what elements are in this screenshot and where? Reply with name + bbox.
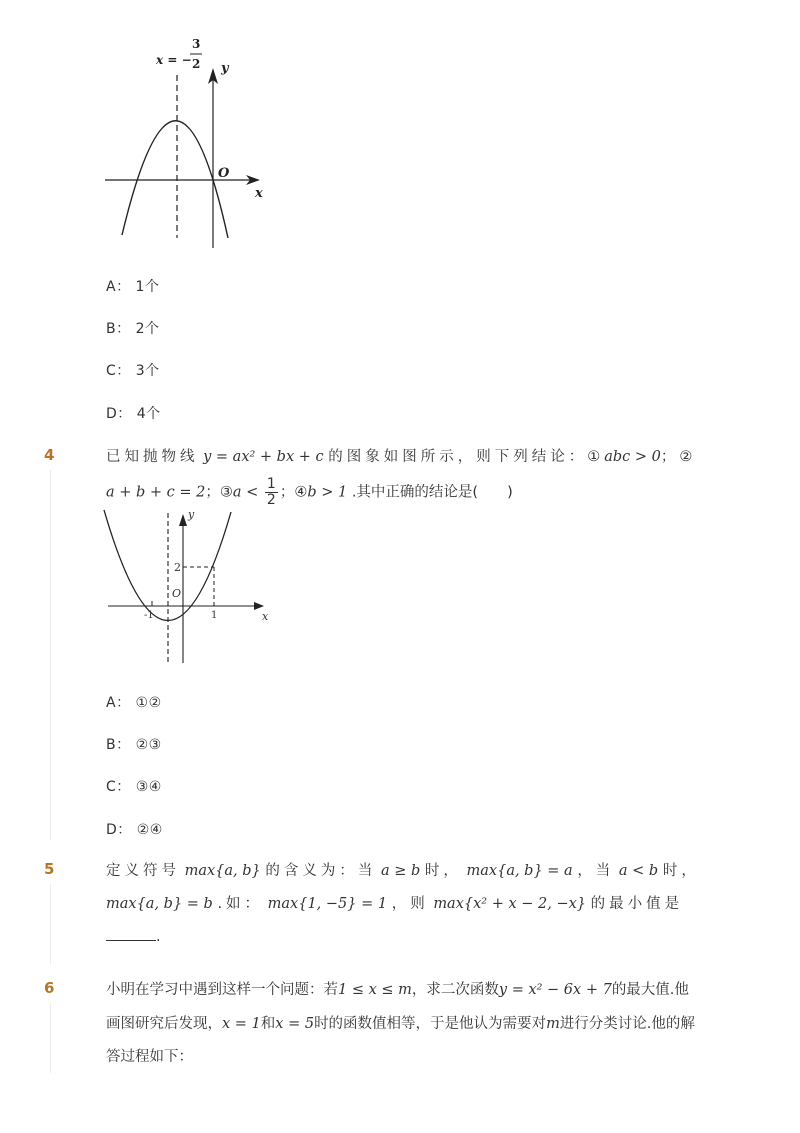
question-4-line-1	[106, 445, 696, 466]
q4-conclusion-2: a + b + c = 2	[106, 484, 206, 501]
parabola-graph-2	[100, 508, 280, 668]
option-c[interactable]	[106, 776, 162, 796]
q6-math: x = 1	[222, 1016, 261, 1032]
label-neg-one: -1	[144, 610, 154, 621]
answer-blank[interactable]	[106, 926, 156, 941]
q6-text: 画图研究后发现，	[106, 1016, 222, 1032]
q4-text: 已知抛物线	[106, 449, 199, 465]
q4-equation: y = ax² + bx + c	[203, 449, 324, 465]
q5-math: max{1, −5} = 1	[267, 896, 388, 912]
q5-text: ，当	[577, 863, 615, 879]
q5-text: .如：	[217, 896, 264, 912]
option-d[interactable]	[106, 403, 161, 423]
q6-text: ，求二次函数	[411, 982, 499, 998]
question-5-line-2	[106, 892, 683, 913]
option-letter: A：	[106, 279, 131, 295]
option-a[interactable]	[106, 276, 159, 296]
parabola-graph-1	[100, 30, 280, 255]
q4-conclusion-1: abc > 0	[604, 449, 661, 465]
label-x-axis: x	[262, 610, 269, 623]
option-letter: B：	[106, 321, 131, 337]
option-text: 2个	[135, 321, 160, 337]
q6-text: 的最大值.他	[611, 982, 689, 998]
label-x-axis: x	[255, 186, 263, 201]
q4-text: 的图象如图所示，则下列结论：①	[328, 449, 605, 465]
q4-conclusion-3: a <	[232, 484, 259, 501]
option-letter: C：	[106, 363, 131, 379]
option-text: 1个	[135, 279, 160, 295]
option-letter: A：	[106, 695, 131, 711]
q4-text: ；③	[205, 484, 233, 501]
option-letter: B：	[106, 737, 131, 753]
q5-text: 时，	[662, 863, 700, 879]
q5-text: 的含义为：当	[265, 863, 377, 879]
q6-text: 答过程如下：	[106, 1049, 193, 1065]
q5-math: max{x² + x − 2, −x}	[433, 896, 587, 912]
option-text: 3个	[135, 363, 160, 379]
label-origin: O	[172, 587, 182, 600]
fraction-one-half: $\frac{1}{2}$	[266, 476, 276, 508]
label-origin: O	[218, 166, 230, 181]
q6-text: 和	[260, 1016, 276, 1032]
question-5-line-3	[106, 926, 161, 945]
q5-math: a ≥ b	[381, 863, 421, 879]
question-5-line-1	[106, 859, 700, 880]
option-b[interactable]	[106, 734, 162, 754]
label-frac-den: 2	[192, 57, 201, 71]
q6-text: 时的函数值相等，于是他认为需要对	[314, 1016, 547, 1032]
q5-math: max{a, b}	[184, 863, 261, 879]
option-text: ①②	[135, 695, 162, 711]
q5-text: 的最小值是	[590, 896, 684, 912]
question-number-6: 6	[44, 979, 55, 997]
q4-text: ；④	[279, 484, 308, 501]
option-text: ③④	[135, 779, 162, 795]
q5-math: a < b	[618, 863, 659, 879]
q4-text: ；②	[660, 449, 697, 465]
q6-text: 小明在学习中遇到这样一个问题：若	[106, 982, 338, 998]
q6-math: 1 ≤ x ≤ m	[338, 982, 412, 998]
label-two: 2	[174, 561, 181, 574]
option-c[interactable]	[106, 360, 160, 380]
question-number-4: 4	[44, 446, 55, 464]
label-y-axis: y	[188, 508, 195, 521]
label-x-equals: x = −	[156, 53, 192, 67]
label-one: 1	[211, 610, 218, 621]
q5-text: ，则	[391, 896, 429, 912]
q6-math: m	[546, 1016, 560, 1032]
q4-text: .其中正确的结论是( )	[351, 484, 513, 501]
q5-text: .	[156, 929, 161, 945]
question-rail	[50, 884, 51, 964]
option-d[interactable]	[106, 819, 163, 839]
q6-math: y = x² − 6x + 7	[498, 982, 612, 998]
q4-conclusion-4: b > 1	[307, 484, 348, 501]
option-text: ②③	[135, 737, 162, 753]
option-a[interactable]	[106, 692, 162, 712]
q5-math: max{a, b} = b	[106, 896, 213, 912]
option-letter: C：	[106, 779, 131, 795]
label-frac-num: 3	[192, 37, 201, 51]
q5-text: 定义符号	[106, 863, 180, 879]
question-number-5: 5	[44, 860, 55, 878]
label-y-axis: y	[221, 61, 229, 76]
question-6-line-2	[106, 1012, 695, 1033]
option-letter: D：	[106, 822, 132, 838]
option-letter: D：	[106, 406, 132, 422]
q5-text: 时，	[424, 863, 462, 879]
question-6-line-1	[106, 978, 689, 999]
question-rail	[50, 1003, 51, 1073]
option-text: 4个	[136, 406, 161, 422]
q6-math: x = 5	[275, 1016, 315, 1032]
q6-text: 进行分类讨论.他的解	[559, 1016, 695, 1032]
question-6-line-3	[106, 1045, 193, 1066]
q5-math: max{a, b} = a	[466, 863, 573, 879]
option-b[interactable]	[106, 318, 159, 338]
option-text: ②④	[136, 822, 163, 838]
question-rail	[50, 470, 51, 840]
question-4-line-2	[106, 477, 513, 508]
